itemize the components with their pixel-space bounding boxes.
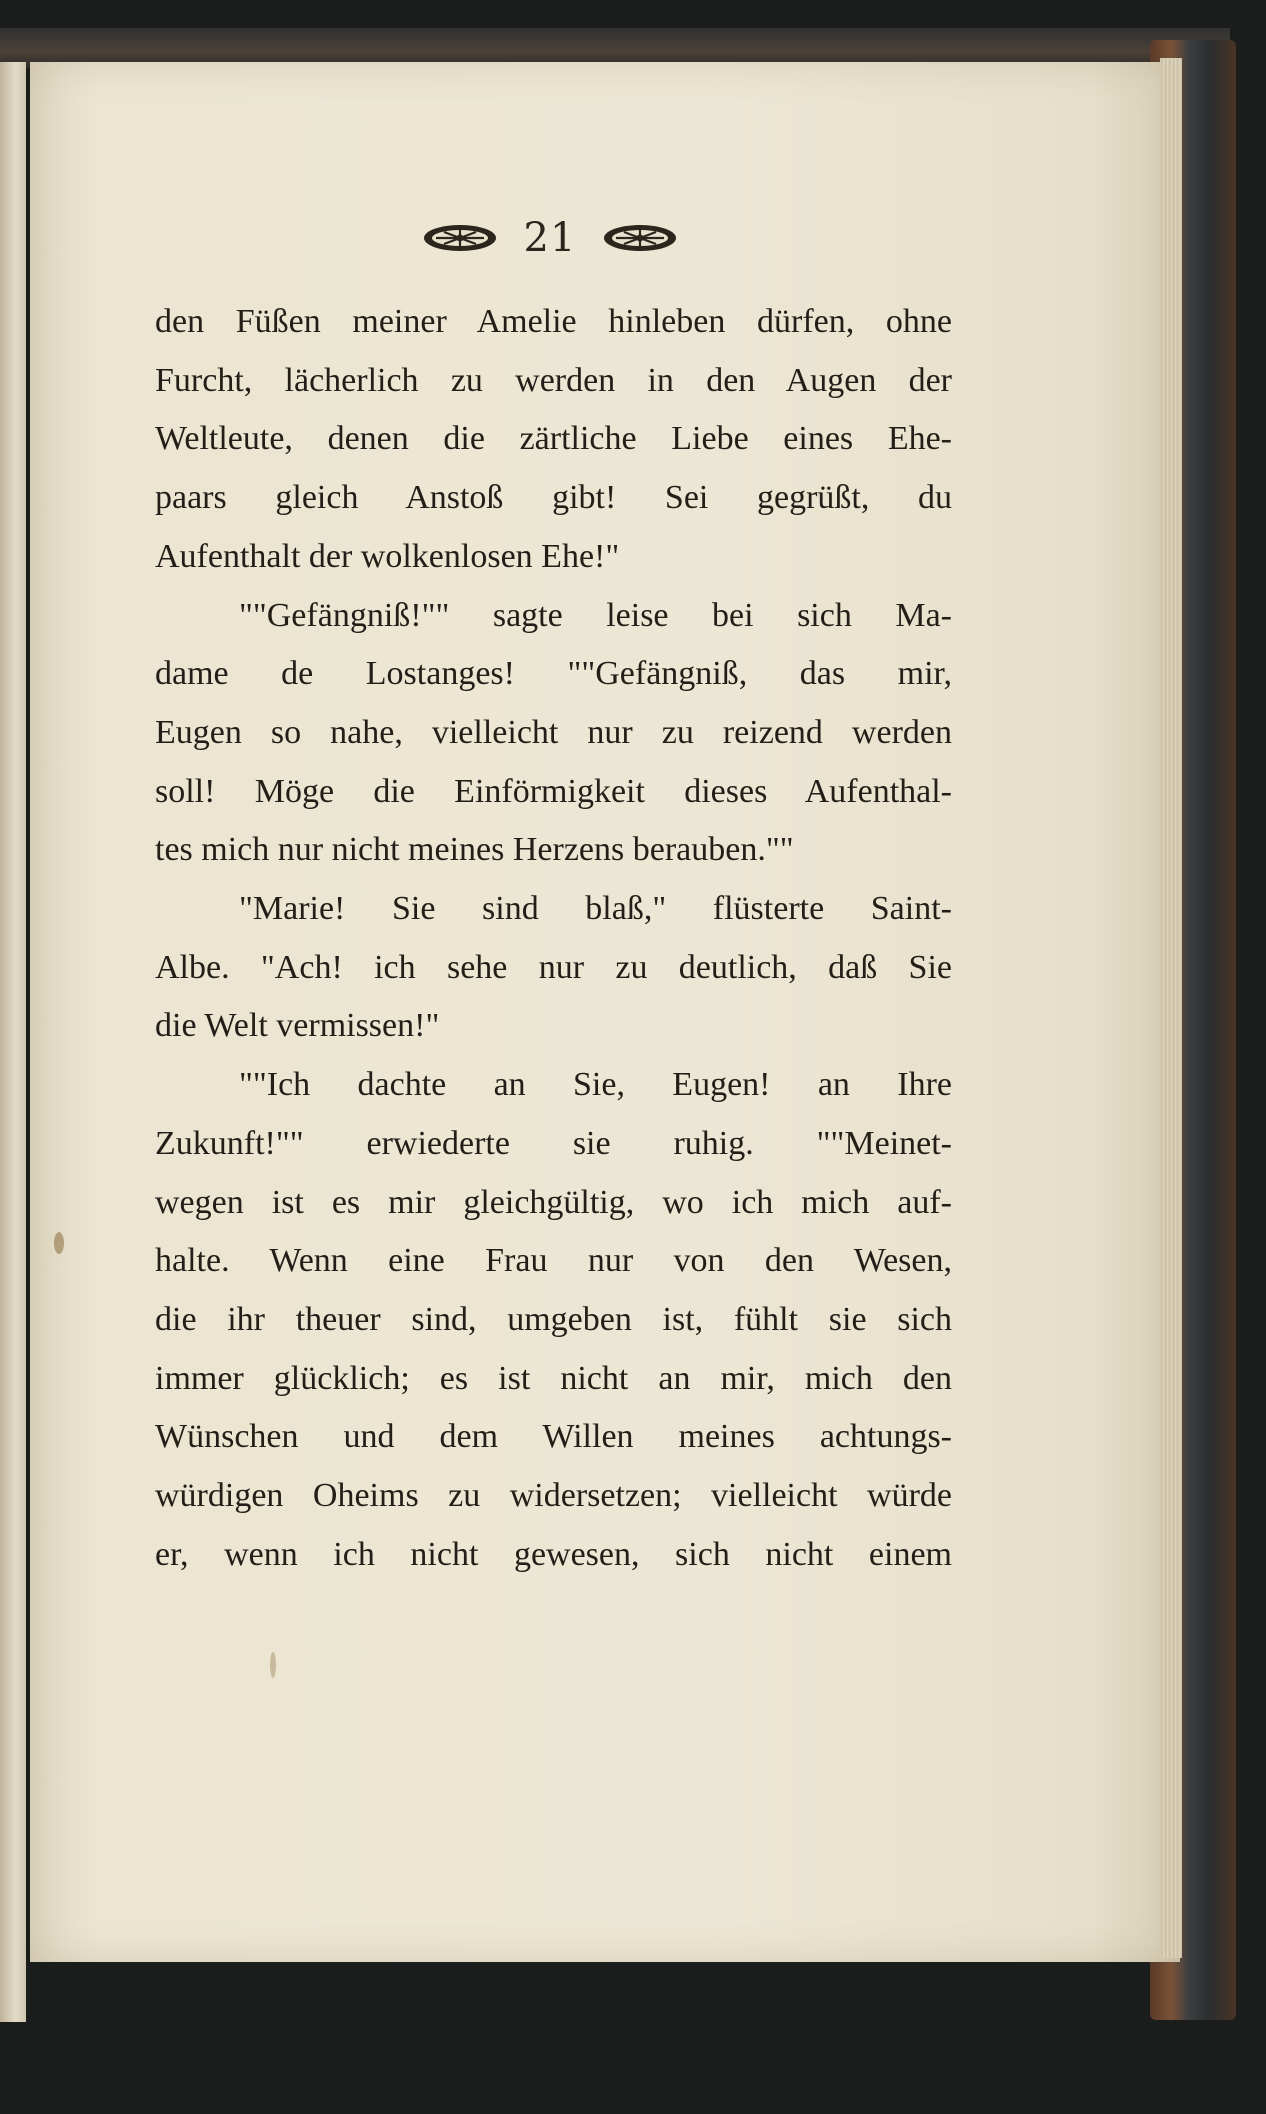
text-line: die ihr theuer sind, umgeben ist, fühlt sie sich: [155, 1300, 952, 1338]
text-line: immer glücklich; es ist nicht an mir, mich den: [155, 1359, 952, 1397]
text-line: Eugen so nahe, vielleicht nur zu reizend werden: [155, 713, 952, 751]
text-line: paars gleich Anstoß gibt! Sei gegrüßt, du: [155, 479, 952, 517]
text-line: ""Gefängniß!"" sagte leise bei sich Ma-: [239, 596, 952, 634]
page-header: [390, 208, 710, 268]
text-line: Zukunft!"" erwiederte sie ruhig. ""Meinet-: [155, 1124, 952, 1162]
text-line: würdigen Oheims zu widersetzen; vielleicht würde: [155, 1477, 952, 1515]
text-line: die Welt vermissen!": [155, 1007, 440, 1045]
text-line: dame de Lostanges! ""Gefängniß, das mir,: [155, 655, 952, 693]
paper-stain: [270, 1652, 276, 1678]
text-line: er, wenn ich nicht gewesen, sich nicht einem: [155, 1535, 952, 1573]
body-text: [155, 293, 952, 1584]
text-line: halte. Wenn eine Frau nur von den Wesen,: [155, 1242, 952, 1280]
page-edges: [1160, 58, 1182, 1958]
text-line: ""Ich dachte an Sie, Eugen! an Ihre: [239, 1066, 952, 1104]
text-line: Albe. "Ach! ich sehe nur zu deutlich, daß Sie: [155, 948, 952, 986]
text-line: Aufenthalt der wolkenlosen Ehe!": [155, 537, 620, 575]
facing-page-edge: [0, 62, 26, 2022]
paper-stain: [54, 1232, 64, 1254]
text-line: Furcht, lächerlich zu werden in den Augen der: [155, 361, 952, 399]
text-line: wegen ist es mir gleichgültig, wo ich mich auf-: [155, 1183, 952, 1221]
text-line: tes mich nur nicht meines Herzens berauben."": [155, 831, 794, 869]
page-number: 21: [523, 215, 577, 261]
text-line: den Füßen meiner Amelie hinleben dürfen, ohne: [155, 303, 952, 340]
text-line: Weltleute, denen die zärtliche Liebe eines Ehe-: [155, 420, 952, 458]
text-line: "Marie! Sie sind blaß," flüsterte Saint-: [239, 890, 952, 928]
flower-ornament-icon: [602, 223, 678, 253]
text-line: soll! Möge die Einförmigkeit dieses Aufenthal-: [155, 772, 952, 810]
flower-ornament-icon: [422, 223, 498, 253]
text-line: Wünschen und dem Willen meines achtungs-: [155, 1418, 952, 1456]
